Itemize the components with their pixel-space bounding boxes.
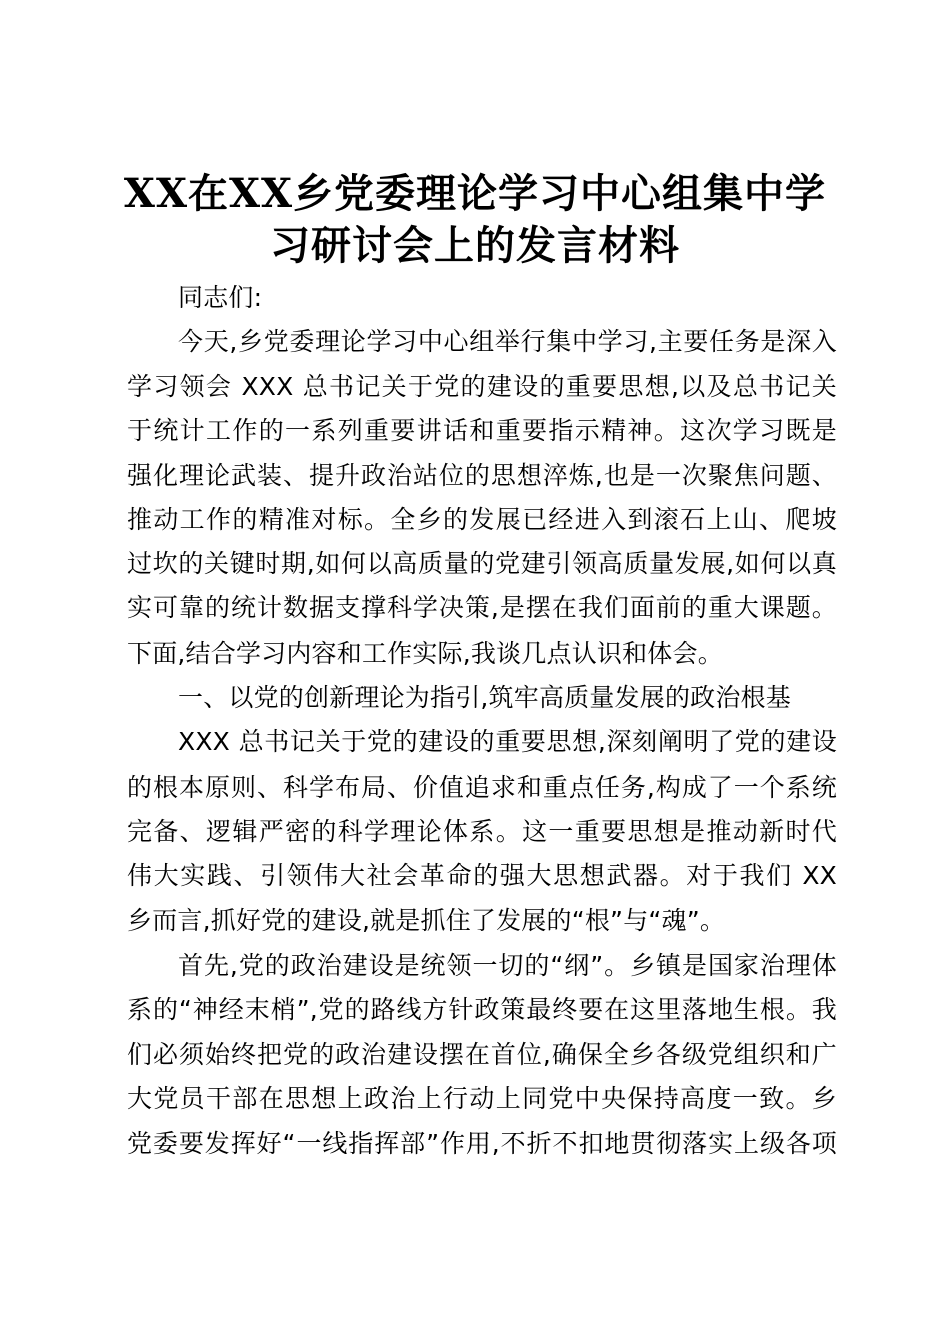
paragraph-line: 乡而言,抓好党的建设,就是抓住了发展的“根”与“魂”。 <box>127 906 726 935</box>
paragraph-line: 过坎的关键时期,如何以高质量的党建引领高质量发展,如何以真 <box>127 549 837 578</box>
paragraph-line: 的根本原则、科学布局、价值追求和重点任务,构成了一个系统 <box>127 773 837 802</box>
paragraph-line: 党委要发挥好“一线指挥部”作用,不折不扣地贯彻落实上级各项 <box>127 1129 837 1158</box>
paragraph-line: 推动工作的精准对标。全乡的发展已经进入到滚石上山、爬坡 <box>127 505 837 534</box>
paragraph-line: 系的“神经末梢”,党的路线方针政策最终要在这里落地生根。我 <box>127 995 837 1024</box>
section-heading: 一、以党的创新理论为指引,筑牢高质量发展的政治根基 <box>178 683 791 712</box>
paragraph-line: 大党员干部在思想上政治上行动上同党中央保持高度一致。乡 <box>127 1084 837 1113</box>
document-title-line-2: 习研讨会上的发言材料 <box>270 222 680 269</box>
paragraph-line: 完备、逻辑严密的科学理论体系。这一重要思想是推动新时代 <box>127 817 837 846</box>
paragraph-line: 伟大实践、引领伟大社会革命的强大思想武器。对于我们 XX <box>127 861 837 890</box>
paragraph-line: 强化理论武装、提升政治站位的思想淬炼,也是一次聚焦问题、 <box>127 461 837 490</box>
paragraph-line: 今天,乡党委理论学习中心组举行集中学习,主要任务是深入 <box>178 327 837 356</box>
paragraph-line: 下面,结合学习内容和工作实际,我谈几点认识和体会。 <box>127 639 723 668</box>
document-title-line-1: XX在XX乡党委理论学习中心组集中学 <box>123 170 827 217</box>
paragraph-line: 学习领会 XXX 总书记关于党的建设的重要思想,以及总书记关 <box>127 372 837 401</box>
paragraph-line: 于统计工作的一系列重要讲话和重要指示精神。这次学习既是 <box>127 416 837 445</box>
paragraph-line: 实可靠的统计数据支撑科学决策,是摆在我们面前的重大课题。 <box>127 593 837 622</box>
paragraph-line: 首先,党的政治建设是统领一切的“纲”。乡镇是国家治理体 <box>178 951 837 980</box>
paragraph-line: XXX 总书记关于党的建设的重要思想,深刻阐明了党的建设 <box>178 727 837 756</box>
paragraph-line: 们必须始终把党的政治建设摆在首位,确保全乡各级党组织和广 <box>127 1040 837 1069</box>
salutation: 同志们: <box>178 283 263 312</box>
